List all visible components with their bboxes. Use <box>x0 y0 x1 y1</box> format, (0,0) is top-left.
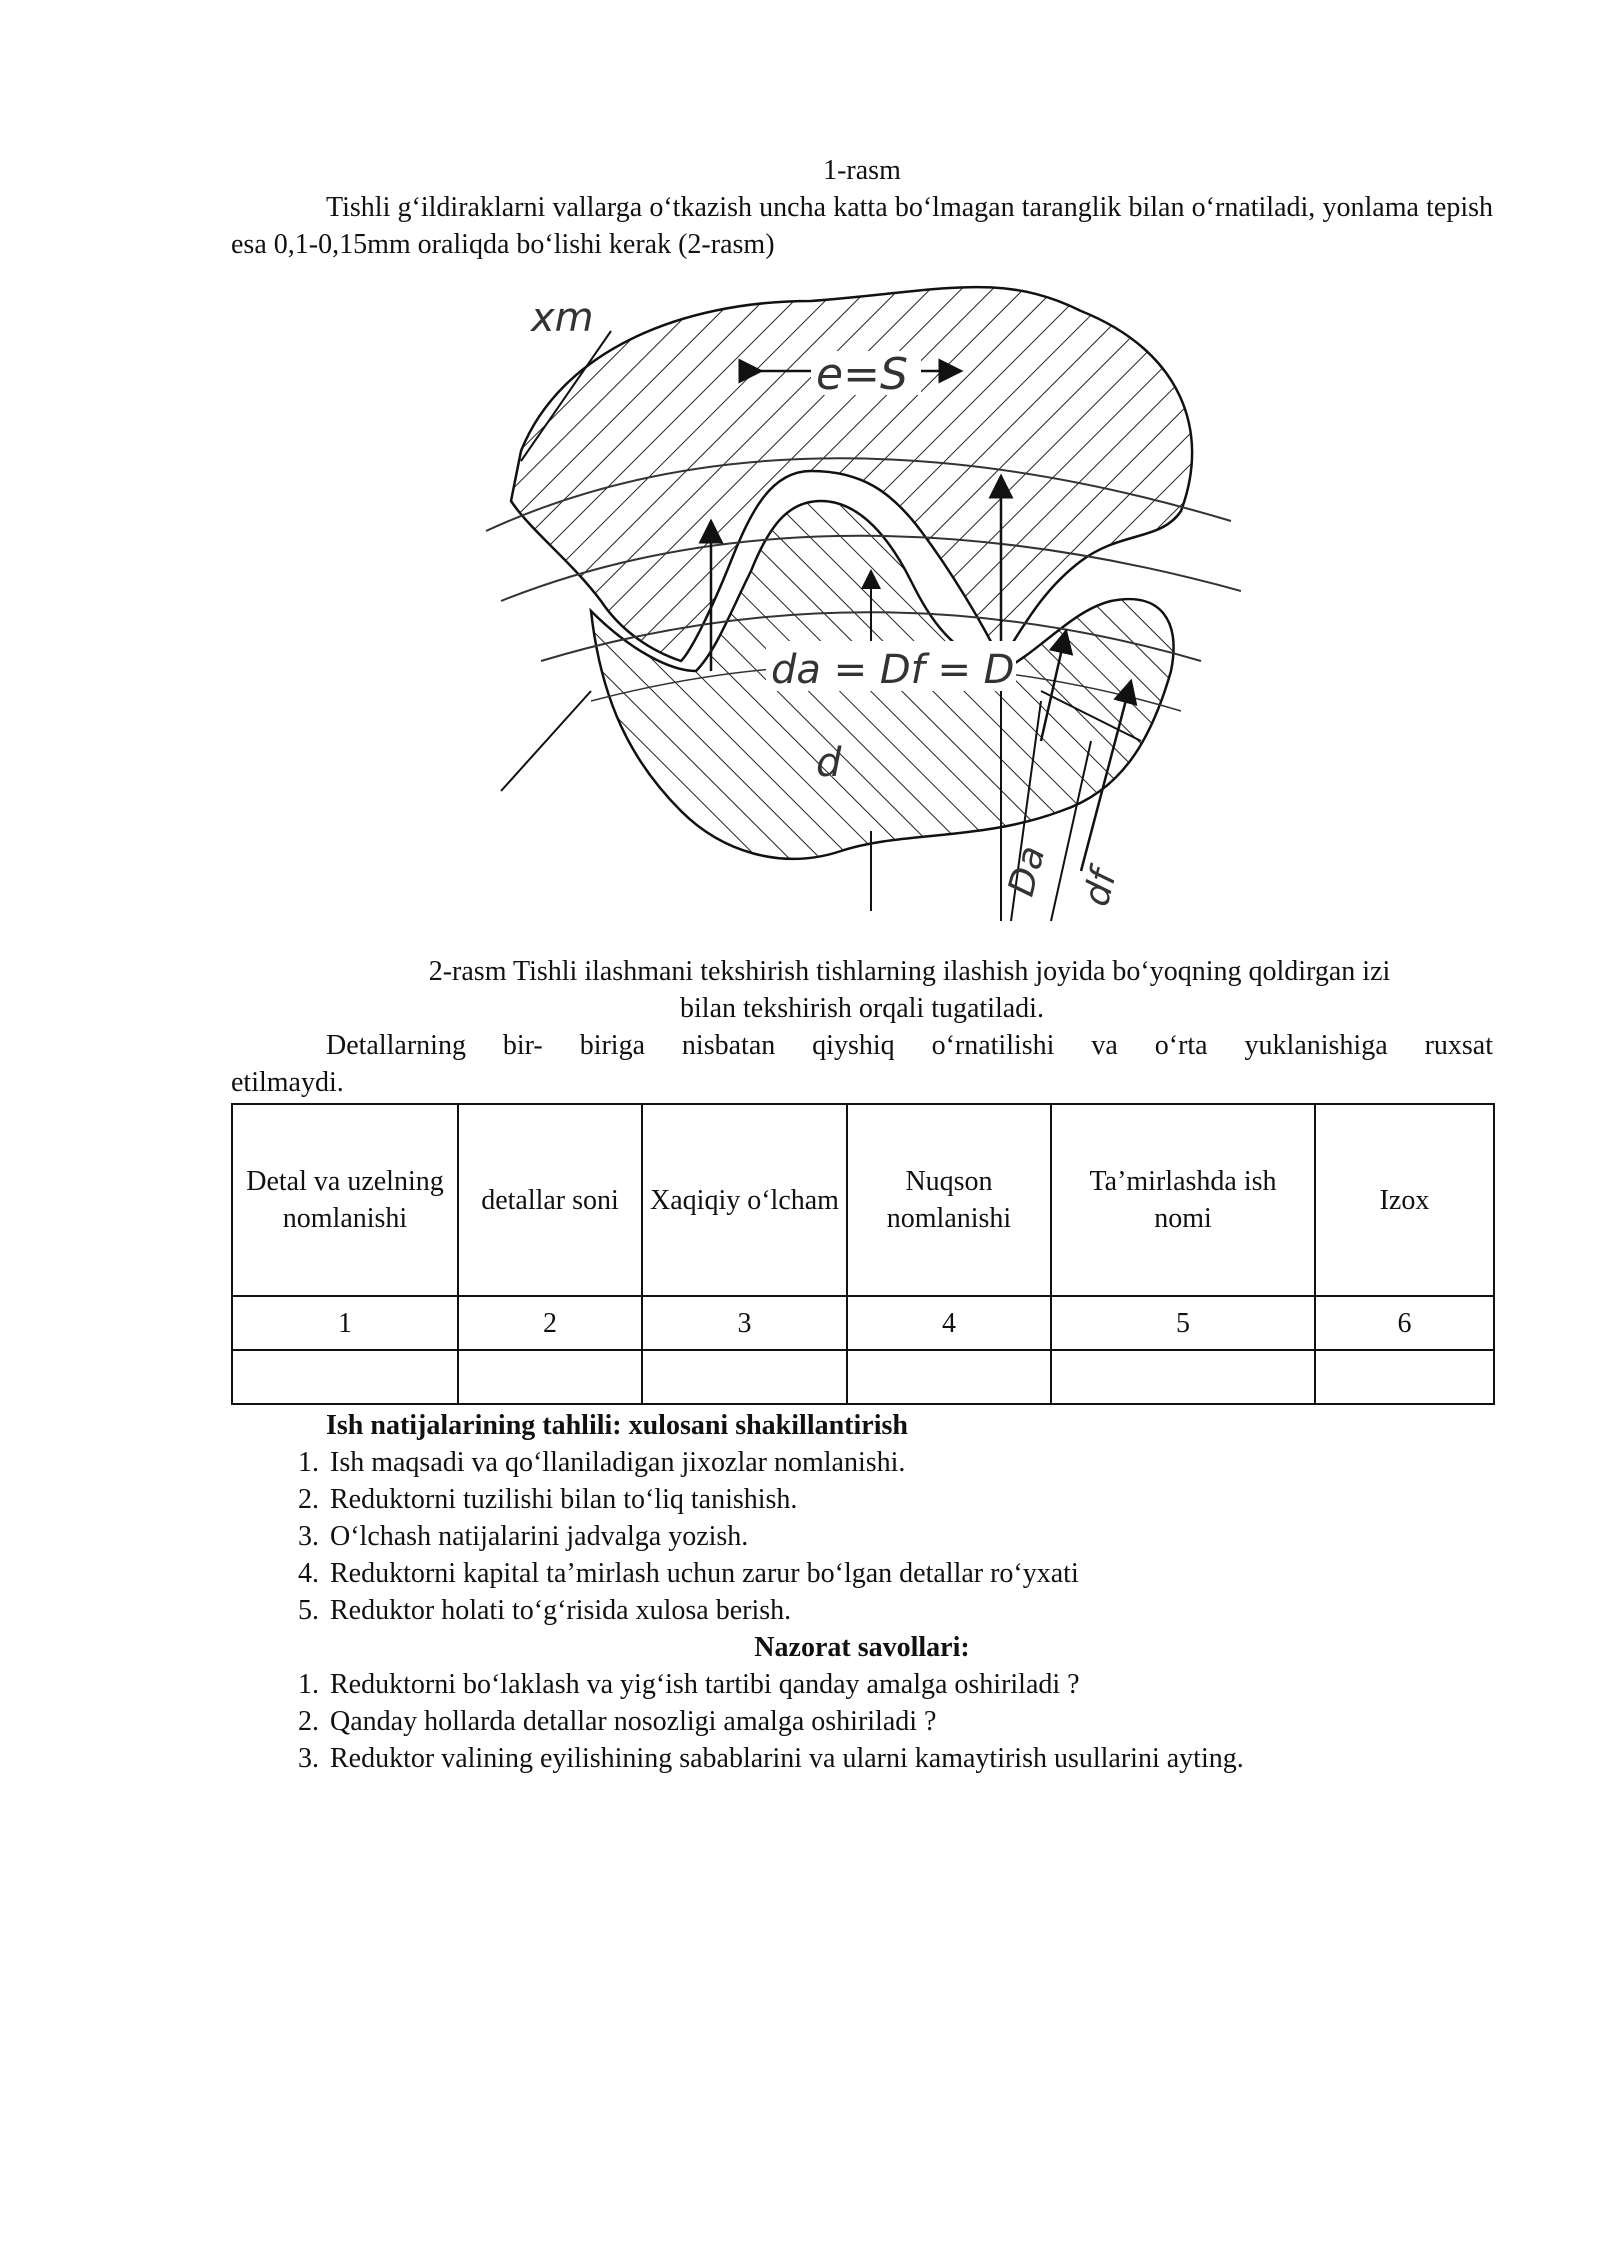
table-empty-cell[interactable] <box>847 1350 1051 1404</box>
figure1-caption: 1-rasm <box>823 155 901 186</box>
label-df: df <box>1075 865 1125 911</box>
table-header-cell: Izox <box>1315 1104 1494 1296</box>
table-header-cell: Ta’mirlashda ish nomi <box>1051 1104 1315 1296</box>
list-item: 2. Qanday hollarda detallar nosozligi amalga oshiriladi ? <box>326 1703 1493 1740</box>
table-header-cell: Nuqson nomlanishi <box>847 1104 1051 1296</box>
table-empty-cell[interactable] <box>1315 1350 1494 1404</box>
control-questions-title: Nazorat savollari: <box>754 1632 970 1663</box>
list-item: 2. Reduktorni tuzilishi bilan to‘liq tanishish. <box>326 1481 1493 1518</box>
label-e-equals-s: e=S <box>816 349 908 400</box>
analysis-title: Ish natijalarining tahlili: xulosani shakillantirish <box>326 1410 908 1441</box>
paragraph-installation-line1: Detallarning bir- biriga nisbatan qiyshiq o‘rnatilishi va o‘rta yuklanishiga ruxsat <box>326 1030 1493 1061</box>
list-item: 5. Reduktor holati to‘g‘risida xulosa berish. <box>326 1592 1493 1629</box>
document-page <box>231 152 1493 1777</box>
table-empty-cell[interactable] <box>642 1350 847 1404</box>
analysis-list <box>231 1444 1493 1629</box>
figure2-caption-line1: 2-rasm Tishli ilashmani tekshirish tishlarning ilashish joyida bo‘yoqning qoldirgan izi <box>428 956 1391 987</box>
table-empty-cell[interactable] <box>232 1350 458 1404</box>
label-xm: xm <box>531 295 594 341</box>
table-header-row <box>232 1104 1494 1296</box>
table-header-cell: Detal va uzelning nomlanishi <box>232 1104 458 1296</box>
table-number-cell: 5 <box>1051 1296 1315 1350</box>
table-number-cell: 6 <box>1315 1296 1494 1350</box>
label-d: d <box>816 740 842 786</box>
table-number-cell: 3 <box>642 1296 847 1350</box>
gear-mesh-illustration <box>481 271 1241 951</box>
table-empty-cell[interactable] <box>1051 1350 1315 1404</box>
figure2-caption-line2: bilan tekshirish orqali tugatiladi. <box>680 993 1044 1024</box>
control-questions-list <box>231 1666 1493 1777</box>
table-number-cell: 2 <box>458 1296 642 1350</box>
label-Da: Da <box>1000 841 1054 901</box>
table-number-cell: 1 <box>232 1296 458 1350</box>
list-item: 4. Reduktorni kapital ta’mirlash uchun zarur bo‘lgan detallar ro‘yxati <box>326 1555 1493 1592</box>
list-item: 3. O‘lchash natijalarini jadvalga yozish. <box>326 1518 1493 1555</box>
list-item: 1. Ish maqsadi va qo‘llaniladigan jixozlar nomlanishi. <box>326 1444 1493 1481</box>
list-item: 3. Reduktor valining eyilishining sabablarini va ularni kamaytirish usullarini ayting. <box>326 1740 1493 1777</box>
paragraph-press-fit: Tishli g‘ildiraklarni vallarga o‘tkazish uncha katta bo‘lmagan taranglik bilan o‘rnatiladi, yonlama tepish esa 0,1-0,15mm oraliqda bo‘lishi kerak (2-rasm) <box>231 192 1493 260</box>
table-empty-cell[interactable] <box>458 1350 642 1404</box>
table-number-cell: 4 <box>847 1296 1051 1350</box>
label-diameter-formula: da = Df = D <box>771 647 1015 693</box>
list-item: 1. Reduktorni bo‘laklash va yig‘ish tartibi qanday amalga oshiriladi ? <box>326 1666 1493 1703</box>
table-header-cell: Xaqiqiy o‘lcham <box>642 1104 847 1296</box>
table-header-cell: detallar soni <box>458 1104 642 1296</box>
defect-table <box>231 1103 1495 1405</box>
paragraph-installation-line2: etilmaydi. <box>231 1067 344 1098</box>
table-number-row <box>232 1296 1494 1350</box>
figure2-gear-mesh-drawing <box>231 263 1493 953</box>
table-empty-row <box>232 1350 1494 1404</box>
